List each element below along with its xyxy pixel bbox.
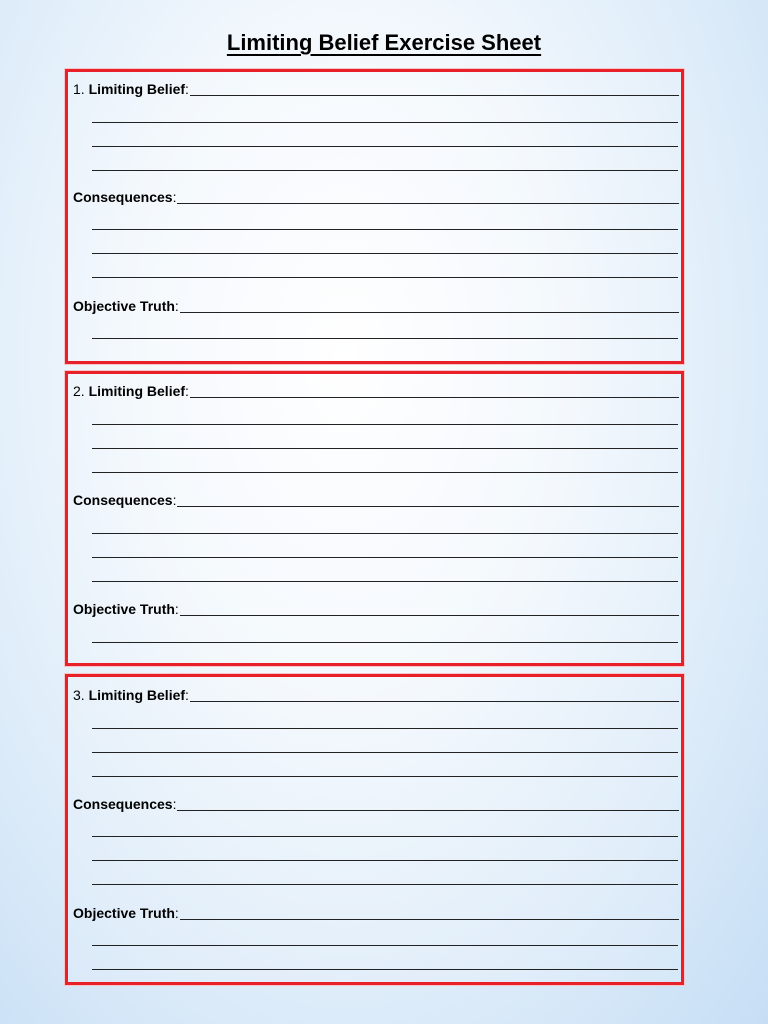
answer-line[interactable]	[92, 170, 678, 171]
consequences-answer-line[interactable]	[177, 203, 679, 204]
objective-truth-answer-line[interactable]	[180, 312, 679, 313]
consequences-label: Consequences:	[73, 796, 177, 812]
limiting-belief-row	[73, 77, 679, 99]
answer-line[interactable]	[92, 122, 678, 123]
answer-line[interactable]	[92, 752, 678, 753]
answer-line[interactable]	[92, 945, 678, 946]
answer-line[interactable]	[92, 860, 678, 861]
limiting-belief-answer-line[interactable]	[190, 701, 679, 702]
answer-line[interactable]	[92, 884, 678, 885]
consequences-label: Consequences:	[73, 189, 177, 205]
objective-truth-answer-line[interactable]	[180, 919, 679, 920]
answer-line[interactable]	[92, 776, 678, 777]
answer-line[interactable]	[92, 338, 678, 339]
exercise-card-1	[65, 69, 684, 364]
answer-line[interactable]	[92, 581, 678, 582]
answer-line[interactable]	[92, 448, 678, 449]
answer-line[interactable]	[92, 424, 678, 425]
answer-line[interactable]	[92, 229, 678, 230]
exercise-card-2	[65, 371, 684, 666]
answer-line[interactable]	[92, 557, 678, 558]
consequences-answer-line[interactable]	[177, 506, 679, 507]
objective-truth-label: Objective Truth:	[73, 601, 179, 617]
objective-truth-label: Objective Truth:	[73, 298, 179, 314]
objective-truth-label: Objective Truth:	[73, 905, 179, 921]
answer-line[interactable]	[92, 533, 678, 534]
objective-truth-row	[73, 294, 679, 316]
consequences-row	[73, 185, 679, 207]
answer-line[interactable]	[92, 146, 678, 147]
consequences-row	[73, 792, 679, 814]
consequences-label: Consequences:	[73, 492, 177, 508]
limiting-belief-row	[73, 683, 679, 705]
answer-line[interactable]	[92, 642, 678, 643]
limiting-belief-label: 2. Limiting Belief:	[73, 383, 189, 399]
consequences-answer-line[interactable]	[177, 810, 679, 811]
limiting-belief-row	[73, 379, 679, 401]
page-title	[0, 30, 768, 56]
limiting-belief-answer-line[interactable]	[190, 397, 679, 398]
answer-line[interactable]	[92, 728, 678, 729]
limiting-belief-label: 1. Limiting Belief:	[73, 81, 189, 97]
answer-line[interactable]	[92, 277, 678, 278]
objective-truth-row	[73, 901, 679, 923]
answer-line[interactable]	[92, 969, 678, 970]
objective-truth-row	[73, 597, 679, 619]
objective-truth-answer-line[interactable]	[180, 615, 679, 616]
answer-line[interactable]	[92, 836, 678, 837]
limiting-belief-label: 3. Limiting Belief:	[73, 687, 189, 703]
limiting-belief-answer-line[interactable]	[190, 95, 679, 96]
page-title-text: Limiting Belief Exercise Sheet	[226, 30, 542, 55]
answer-line[interactable]	[92, 253, 678, 254]
consequences-row	[73, 488, 679, 510]
exercise-card-3	[65, 674, 684, 985]
answer-line[interactable]	[92, 472, 678, 473]
